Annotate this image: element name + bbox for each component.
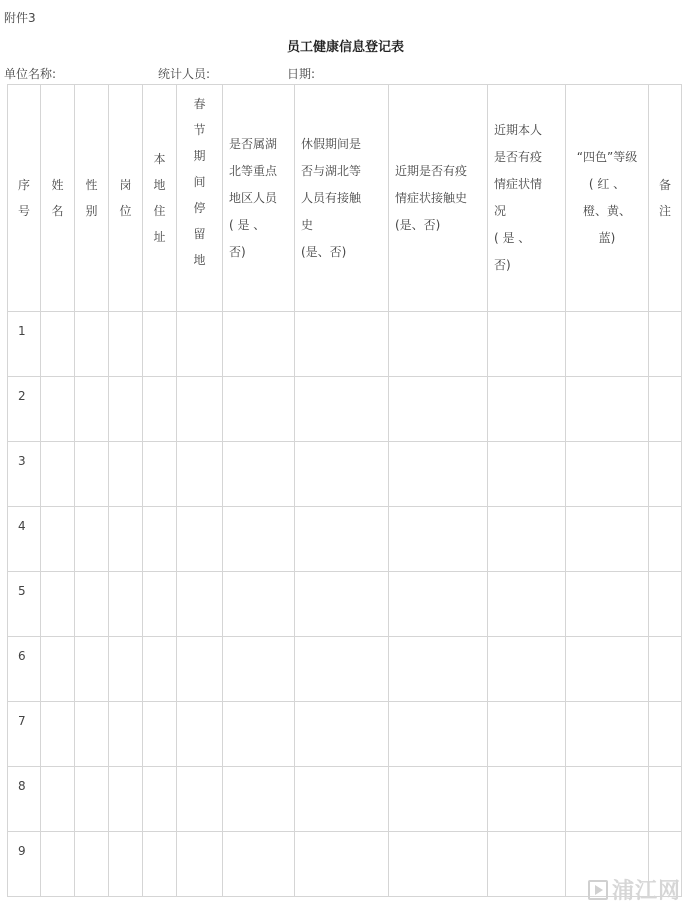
table-cell[interactable] xyxy=(649,637,682,702)
table-cell[interactable] xyxy=(566,572,649,637)
table-cell[interactable] xyxy=(177,572,223,637)
table-cell[interactable] xyxy=(488,507,566,572)
header-festival-char: 停 xyxy=(193,201,206,215)
table-cell[interactable] xyxy=(143,637,177,702)
table-cell[interactable] xyxy=(143,442,177,507)
header-gender-char: 性 xyxy=(85,178,98,192)
table-cell[interactable] xyxy=(223,637,295,702)
table-cell[interactable] xyxy=(109,442,143,507)
table-cell[interactable] xyxy=(649,572,682,637)
table-cell[interactable] xyxy=(566,767,649,832)
table-cell[interactable] xyxy=(488,702,566,767)
header-address xyxy=(143,85,177,312)
table-cell[interactable] xyxy=(295,832,389,897)
table-cell[interactable] xyxy=(649,312,682,377)
table-cell[interactable] xyxy=(488,767,566,832)
table-cell[interactable] xyxy=(75,572,109,637)
table-cell[interactable] xyxy=(109,637,143,702)
header-self-symptom-text: 近期本人 是否有疫 情症状情 况 ( 是 、 否) xyxy=(494,123,543,272)
attachment-label: 附件3 xyxy=(4,11,36,25)
row-number: 8 xyxy=(8,767,41,832)
table-cell[interactable] xyxy=(177,702,223,767)
header-post-char: 岗 xyxy=(119,178,132,192)
date-label: 日期: xyxy=(287,67,316,81)
table-cell[interactable] xyxy=(295,377,389,442)
row-number: 7 xyxy=(8,702,41,767)
table-cell[interactable] xyxy=(223,377,295,442)
table-cell[interactable] xyxy=(41,507,75,572)
table-cell[interactable] xyxy=(41,637,75,702)
table-cell[interactable] xyxy=(389,572,488,637)
row-number: 1 xyxy=(8,312,41,377)
page-title: 员工健康信息登记表 xyxy=(286,40,404,55)
table-cell[interactable] xyxy=(177,442,223,507)
table-row xyxy=(8,507,682,572)
watermark xyxy=(588,874,681,905)
table-row xyxy=(8,832,682,897)
table-cell[interactable] xyxy=(389,377,488,442)
table-row xyxy=(8,442,682,507)
table-cell[interactable] xyxy=(488,572,566,637)
header-remark-char: 注 xyxy=(658,204,671,218)
table-cell[interactable] xyxy=(223,767,295,832)
table-cell[interactable] xyxy=(41,312,75,377)
table-cell[interactable] xyxy=(143,377,177,442)
table-cell[interactable] xyxy=(389,637,488,702)
table-cell[interactable] xyxy=(75,377,109,442)
table-cell[interactable] xyxy=(295,702,389,767)
watermark-text: 浦江网 xyxy=(611,879,681,904)
table-cell[interactable] xyxy=(41,442,75,507)
header-holiday-contact-text: 休假期间是 否与湖北等 人员有接触 史 (是、否) xyxy=(301,136,362,259)
table-cell[interactable] xyxy=(295,442,389,507)
table-cell[interactable] xyxy=(41,767,75,832)
header-festival-stay xyxy=(177,85,223,312)
table-cell[interactable] xyxy=(109,377,143,442)
table-cell[interactable] xyxy=(649,377,682,442)
table-cell[interactable] xyxy=(389,702,488,767)
header-color-level xyxy=(566,85,649,312)
table-cell[interactable] xyxy=(223,442,295,507)
table-cell[interactable] xyxy=(177,507,223,572)
table-cell[interactable] xyxy=(109,702,143,767)
table-row xyxy=(8,377,682,442)
table-cell[interactable] xyxy=(488,442,566,507)
row-number: 5 xyxy=(8,572,41,637)
table-cell[interactable] xyxy=(177,767,223,832)
header-seq-char: 序 xyxy=(17,178,30,192)
table-row xyxy=(8,767,682,832)
header-festival-char: 期 xyxy=(193,149,206,163)
table-cell[interactable] xyxy=(649,507,682,572)
table-cell[interactable] xyxy=(143,572,177,637)
table-row xyxy=(8,572,682,637)
table-cell[interactable] xyxy=(389,442,488,507)
header-symptom-contact-text: 近期是否有疫 情症状接触史 (是、否) xyxy=(395,163,468,232)
table-cell[interactable] xyxy=(109,767,143,832)
header-festival-char: 间 xyxy=(193,175,206,189)
table-cell[interactable] xyxy=(41,702,75,767)
header-address-char: 本 xyxy=(153,152,166,166)
table-cell[interactable] xyxy=(488,377,566,442)
header-festival-char: 留 xyxy=(193,227,206,241)
header-name-char: 名 xyxy=(51,204,64,218)
table-cell[interactable] xyxy=(109,312,143,377)
table-cell[interactable] xyxy=(295,312,389,377)
header-gender-char: 别 xyxy=(85,204,98,218)
table-cell[interactable] xyxy=(566,637,649,702)
table-cell[interactable] xyxy=(295,767,389,832)
header-seq-char: 号 xyxy=(17,204,30,218)
table-cell[interactable] xyxy=(223,702,295,767)
table-cell[interactable] xyxy=(295,637,389,702)
table-cell[interactable] xyxy=(75,767,109,832)
table-cell[interactable] xyxy=(389,767,488,832)
table-cell[interactable] xyxy=(177,637,223,702)
table-cell[interactable] xyxy=(649,442,682,507)
header-row xyxy=(8,85,682,312)
header-remark xyxy=(649,85,682,312)
header-self-symptom xyxy=(488,85,566,312)
table-cell[interactable] xyxy=(177,312,223,377)
table-cell[interactable] xyxy=(649,767,682,832)
table-cell[interactable] xyxy=(223,832,295,897)
table-cell[interactable] xyxy=(649,702,682,767)
table-cell[interactable] xyxy=(41,832,75,897)
registration-table xyxy=(7,84,682,897)
table-cell[interactable] xyxy=(566,702,649,767)
table-cell[interactable] xyxy=(143,702,177,767)
table-cell[interactable] xyxy=(143,832,177,897)
table-cell[interactable] xyxy=(109,832,143,897)
table-row xyxy=(8,637,682,702)
play-icon xyxy=(588,880,608,900)
table-cell[interactable] xyxy=(143,767,177,832)
header-gender xyxy=(75,85,109,312)
table-cell[interactable] xyxy=(41,572,75,637)
table-cell[interactable] xyxy=(41,377,75,442)
row-number: 6 xyxy=(8,637,41,702)
table-cell[interactable] xyxy=(389,507,488,572)
table-cell[interactable] xyxy=(389,832,488,897)
table-cell[interactable] xyxy=(75,637,109,702)
table-cell[interactable] xyxy=(75,832,109,897)
table-cell[interactable] xyxy=(488,637,566,702)
table-cell[interactable] xyxy=(566,442,649,507)
table-cell[interactable] xyxy=(295,572,389,637)
table-cell[interactable] xyxy=(389,312,488,377)
header-hubei-text: 是否属湖 北等重点 地区人员 ( 是 、 否) xyxy=(229,136,278,259)
table-cell[interactable] xyxy=(488,312,566,377)
header-color-level-text: “四色”等级 ( 红 、 橙、黄、 蓝) xyxy=(576,150,638,245)
table-cell[interactable] xyxy=(566,312,649,377)
table-cell[interactable] xyxy=(143,507,177,572)
table-cell[interactable] xyxy=(75,702,109,767)
header-name-char: 姓 xyxy=(51,178,64,192)
header-hubei-area xyxy=(223,85,295,312)
header-address-char: 地 xyxy=(153,178,166,192)
table-cell[interactable] xyxy=(566,377,649,442)
header-address-char: 住 xyxy=(153,204,166,218)
table-cell[interactable] xyxy=(75,312,109,377)
table-cell[interactable] xyxy=(177,377,223,442)
row-number: 4 xyxy=(8,507,41,572)
table-cell[interactable] xyxy=(566,507,649,572)
statistician-label: 统计人员: xyxy=(158,67,211,81)
table-cell[interactable] xyxy=(223,572,295,637)
row-number: 3 xyxy=(8,442,41,507)
table-cell[interactable] xyxy=(177,832,223,897)
header-address-char: 址 xyxy=(153,230,166,244)
table-cell[interactable] xyxy=(223,507,295,572)
table-row xyxy=(8,702,682,767)
table-cell[interactable] xyxy=(109,572,143,637)
table-cell[interactable] xyxy=(109,507,143,572)
header-post-char: 位 xyxy=(119,204,132,218)
table-cell[interactable] xyxy=(488,832,566,897)
table-cell[interactable] xyxy=(75,507,109,572)
row-number: 2 xyxy=(8,377,41,442)
header-post xyxy=(109,85,143,312)
unit-name-label: 单位名称: xyxy=(4,67,57,81)
header-name xyxy=(41,85,75,312)
header-holiday-contact xyxy=(295,85,389,312)
table-cell[interactable] xyxy=(75,442,109,507)
table-row xyxy=(8,312,682,377)
table-cell[interactable] xyxy=(143,312,177,377)
header-remark-char: 备 xyxy=(658,178,671,192)
table-cell[interactable] xyxy=(295,507,389,572)
header-festival-char: 春 xyxy=(193,97,206,111)
header-festival-char: 地 xyxy=(193,253,206,267)
header-symptom-contact xyxy=(389,85,488,312)
header-festival-char: 节 xyxy=(193,123,206,137)
row-number: 9 xyxy=(8,832,41,897)
header-seq xyxy=(8,85,41,312)
table-cell[interactable] xyxy=(223,312,295,377)
